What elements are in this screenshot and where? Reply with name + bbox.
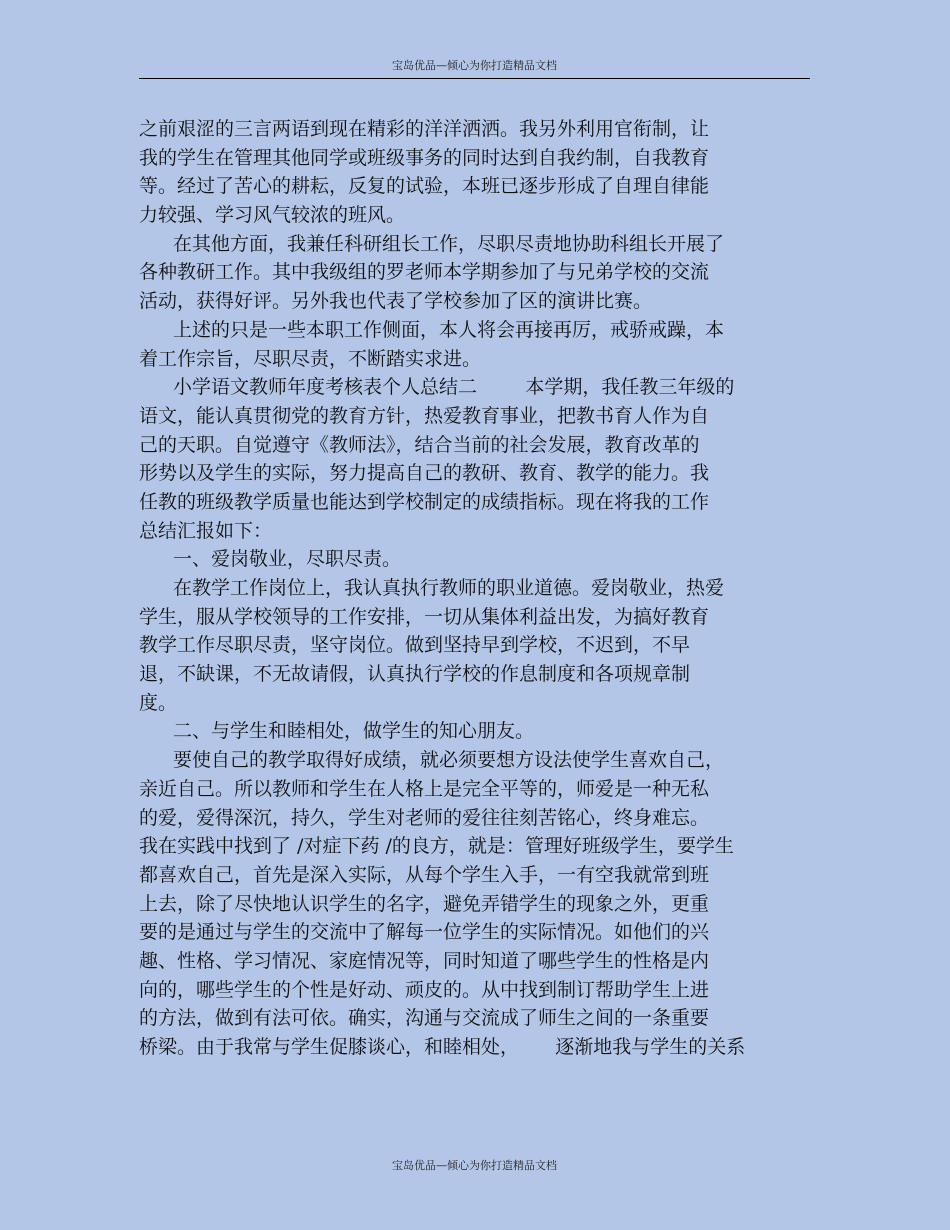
text-line: 任教的班级教学质量也能达到学校制定的成绩指标。现在将我的工作 bbox=[139, 490, 710, 513]
text-line: 二、与学生和睦相处，做学生的知心朋友。 bbox=[173, 720, 535, 743]
text-line: 我的学生在管理其他同学或班级事务的同时达到自我约制，自我教育 bbox=[139, 146, 710, 169]
text-line: 之前艰涩的三言两语到现在精彩的洋洋洒洒。我另外利用官衔制，让 bbox=[139, 118, 710, 140]
text-line: 度。 bbox=[139, 691, 178, 714]
text-line: 己的天职。自觉遵守《教师法》，结合当前的社会发展，教育改革的 bbox=[139, 433, 700, 456]
text-line: 我在实践中找到了 /对症下药 /的良方，就是：管理好班级学生，要学生 bbox=[139, 835, 734, 858]
page-footer: 宝岛优品—倾心为你打造精品文档 bbox=[392, 1159, 557, 1172]
text-line: 一、爱岗敬业，尽职尽责。 bbox=[173, 548, 402, 571]
text-line: 向的，哪些学生的个性是好动、顽皮的。从中找到制订帮助学生上进 bbox=[139, 978, 710, 1001]
text-line: 都喜欢自己，首先是深入实际，从每个学生入手，一有空我就常到班 bbox=[139, 863, 710, 886]
page-header: 宝岛优品—倾心为你打造精品文档 bbox=[392, 59, 557, 72]
text-line: 小学语文教师年度考核表个人总结二 本学期，我任教三年级的 bbox=[173, 376, 735, 399]
text-line: 趣、性格、学习情况、家庭情况等，同时知道了哪些学生的性格是内 bbox=[139, 949, 710, 972]
text-line: 的方法，做到有法可依。确实，沟通与交流成了师生之间的一条重要 bbox=[139, 1007, 710, 1030]
text-line: 各种教研工作。其中我级组的罗老师本学期参加了与兄弟学校的交流 bbox=[139, 261, 710, 284]
text-line: 力较强、学习风气较浓的班风。 bbox=[139, 204, 406, 227]
text-line: 着工作宗旨，尽职尽责，不断踏实求进。 bbox=[139, 347, 482, 370]
text-line: 要使自己的教学取得好成绩，就必须要想方设法使学生喜欢自己， bbox=[173, 749, 725, 772]
text-line: 退，不缺课，不无故请假，认真执行学校的作息制度和各项规章制 bbox=[139, 663, 691, 686]
text-line: 在教学工作岗位上，我认真执行教师的职业道德。爱岗敬业，热爱 bbox=[173, 577, 725, 599]
text-line: 上述的只是一些本职工作侧面，本人将会再接再厉，戒骄戒躁，本 bbox=[173, 318, 725, 341]
header-divider bbox=[139, 78, 810, 79]
text-line: 桥梁。由于我常与学生促膝谈心，和睦相处， 逐渐地我与学生的关系 bbox=[139, 1036, 746, 1058]
text-line: 亲近自己。所以教师和学生在人格上是完全平等的，师爱是一种无私 bbox=[139, 777, 710, 800]
text-line: 的爱，爱得深沉，持久，学生对老师的爱往往刻苦铭心，终身难忘。 bbox=[139, 806, 710, 829]
text-line: 要的是通过与学生的交流中了解每一位学生的实际情况。如他们的兴 bbox=[139, 921, 710, 944]
text-line: 形势以及学生的实际，努力提高自己的教研、教育、教学的能力。我 bbox=[139, 462, 710, 485]
text-line: 等。经过了苦心的耕耘，反复的试验，本班已逐步形成了自理自律能 bbox=[139, 175, 710, 198]
text-line: 语文，能认真贯彻党的教育方针，热爱教育事业，把教书育人作为自 bbox=[139, 404, 710, 427]
document-body bbox=[139, 115, 799, 1062]
text-line: 活动，获得好评。另外我也代表了学校参加了区的演讲比赛。 bbox=[139, 290, 653, 313]
text-line: 总结汇报如下： bbox=[139, 519, 273, 542]
text-line: 在其他方面，我兼任科研组长工作，尽职尽责地协助科组长开展了 bbox=[173, 232, 725, 255]
text-line: 学生，服从学校领导的工作安排，一切从集体利益出发，为搞好教育 bbox=[139, 605, 710, 628]
text-line: 上去，除了尽快地认识学生的名字，避免弄错学生的现象之外，更重 bbox=[139, 892, 710, 915]
text-line: 教学工作尽职尽责，坚守岗位。做到坚持早到学校，不迟到，不早 bbox=[139, 634, 691, 657]
